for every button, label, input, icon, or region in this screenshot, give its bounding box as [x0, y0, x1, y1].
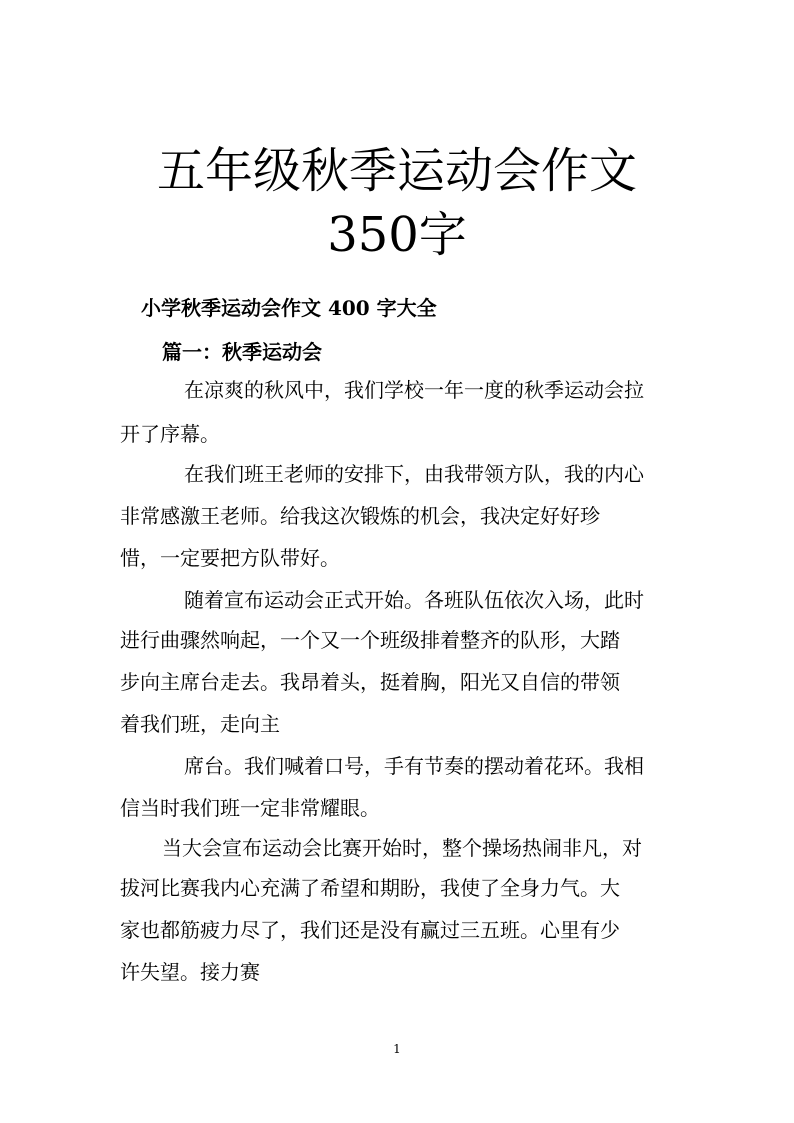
paragraph-line: 信当时我们班一定非常耀眼。 — [120, 796, 380, 820]
paragraph-line: 许失望。接力赛 — [120, 960, 260, 984]
document-subtitle: 小学秋季运动会作文 400 字大全 — [141, 296, 437, 320]
paragraph-line: 着我们班，走向主 — [120, 712, 280, 736]
paragraph-line: 在我们班王老师的安排下，由我带领方队，我的内心 — [184, 462, 644, 486]
paragraph-line: 随着宣布运动会正式开始。各班队伍依次入场，此时 — [184, 588, 644, 612]
document-title-line-2: 350字 — [327, 207, 467, 263]
paragraph-line: 席台。我们喊着口号，手有节奏的摆动着花环。我相 — [184, 754, 644, 778]
paragraph-line: 惜，一定要把方队带好。 — [120, 546, 340, 570]
paragraph-line: 拔河比赛我内心充满了希望和期盼，我使了全身力气。大 — [120, 876, 620, 900]
page-number: 1 — [393, 1042, 401, 1056]
paragraph-line: 进行曲骤然响起，一个又一个班级排着整齐的队形，大踏 — [120, 628, 620, 652]
document-title-line-1: 五年级秋季运动会作文 — [156, 143, 637, 199]
paragraph-line: 开了序幕。 — [120, 422, 220, 446]
paragraph-line: 在凉爽的秋风中，我们学校一年一度的秋季运动会拉 — [184, 378, 644, 402]
paragraph-line: 当大会宣布运动会比赛开始时，整个操场热闹非凡，对 — [162, 836, 642, 860]
paragraph-line: 非常感激王老师。给我这次锻炼的机会，我决定好好珍 — [120, 504, 600, 528]
section-heading: 篇一：秋季运动会 — [162, 340, 322, 364]
paragraph-line: 家也都筋疲力尽了，我们还是没有赢过三五班。心里有少 — [120, 918, 620, 942]
paragraph-line: 步向主席台走去。我昂着头，挺着胸，阳光又自信的带领 — [120, 670, 620, 694]
